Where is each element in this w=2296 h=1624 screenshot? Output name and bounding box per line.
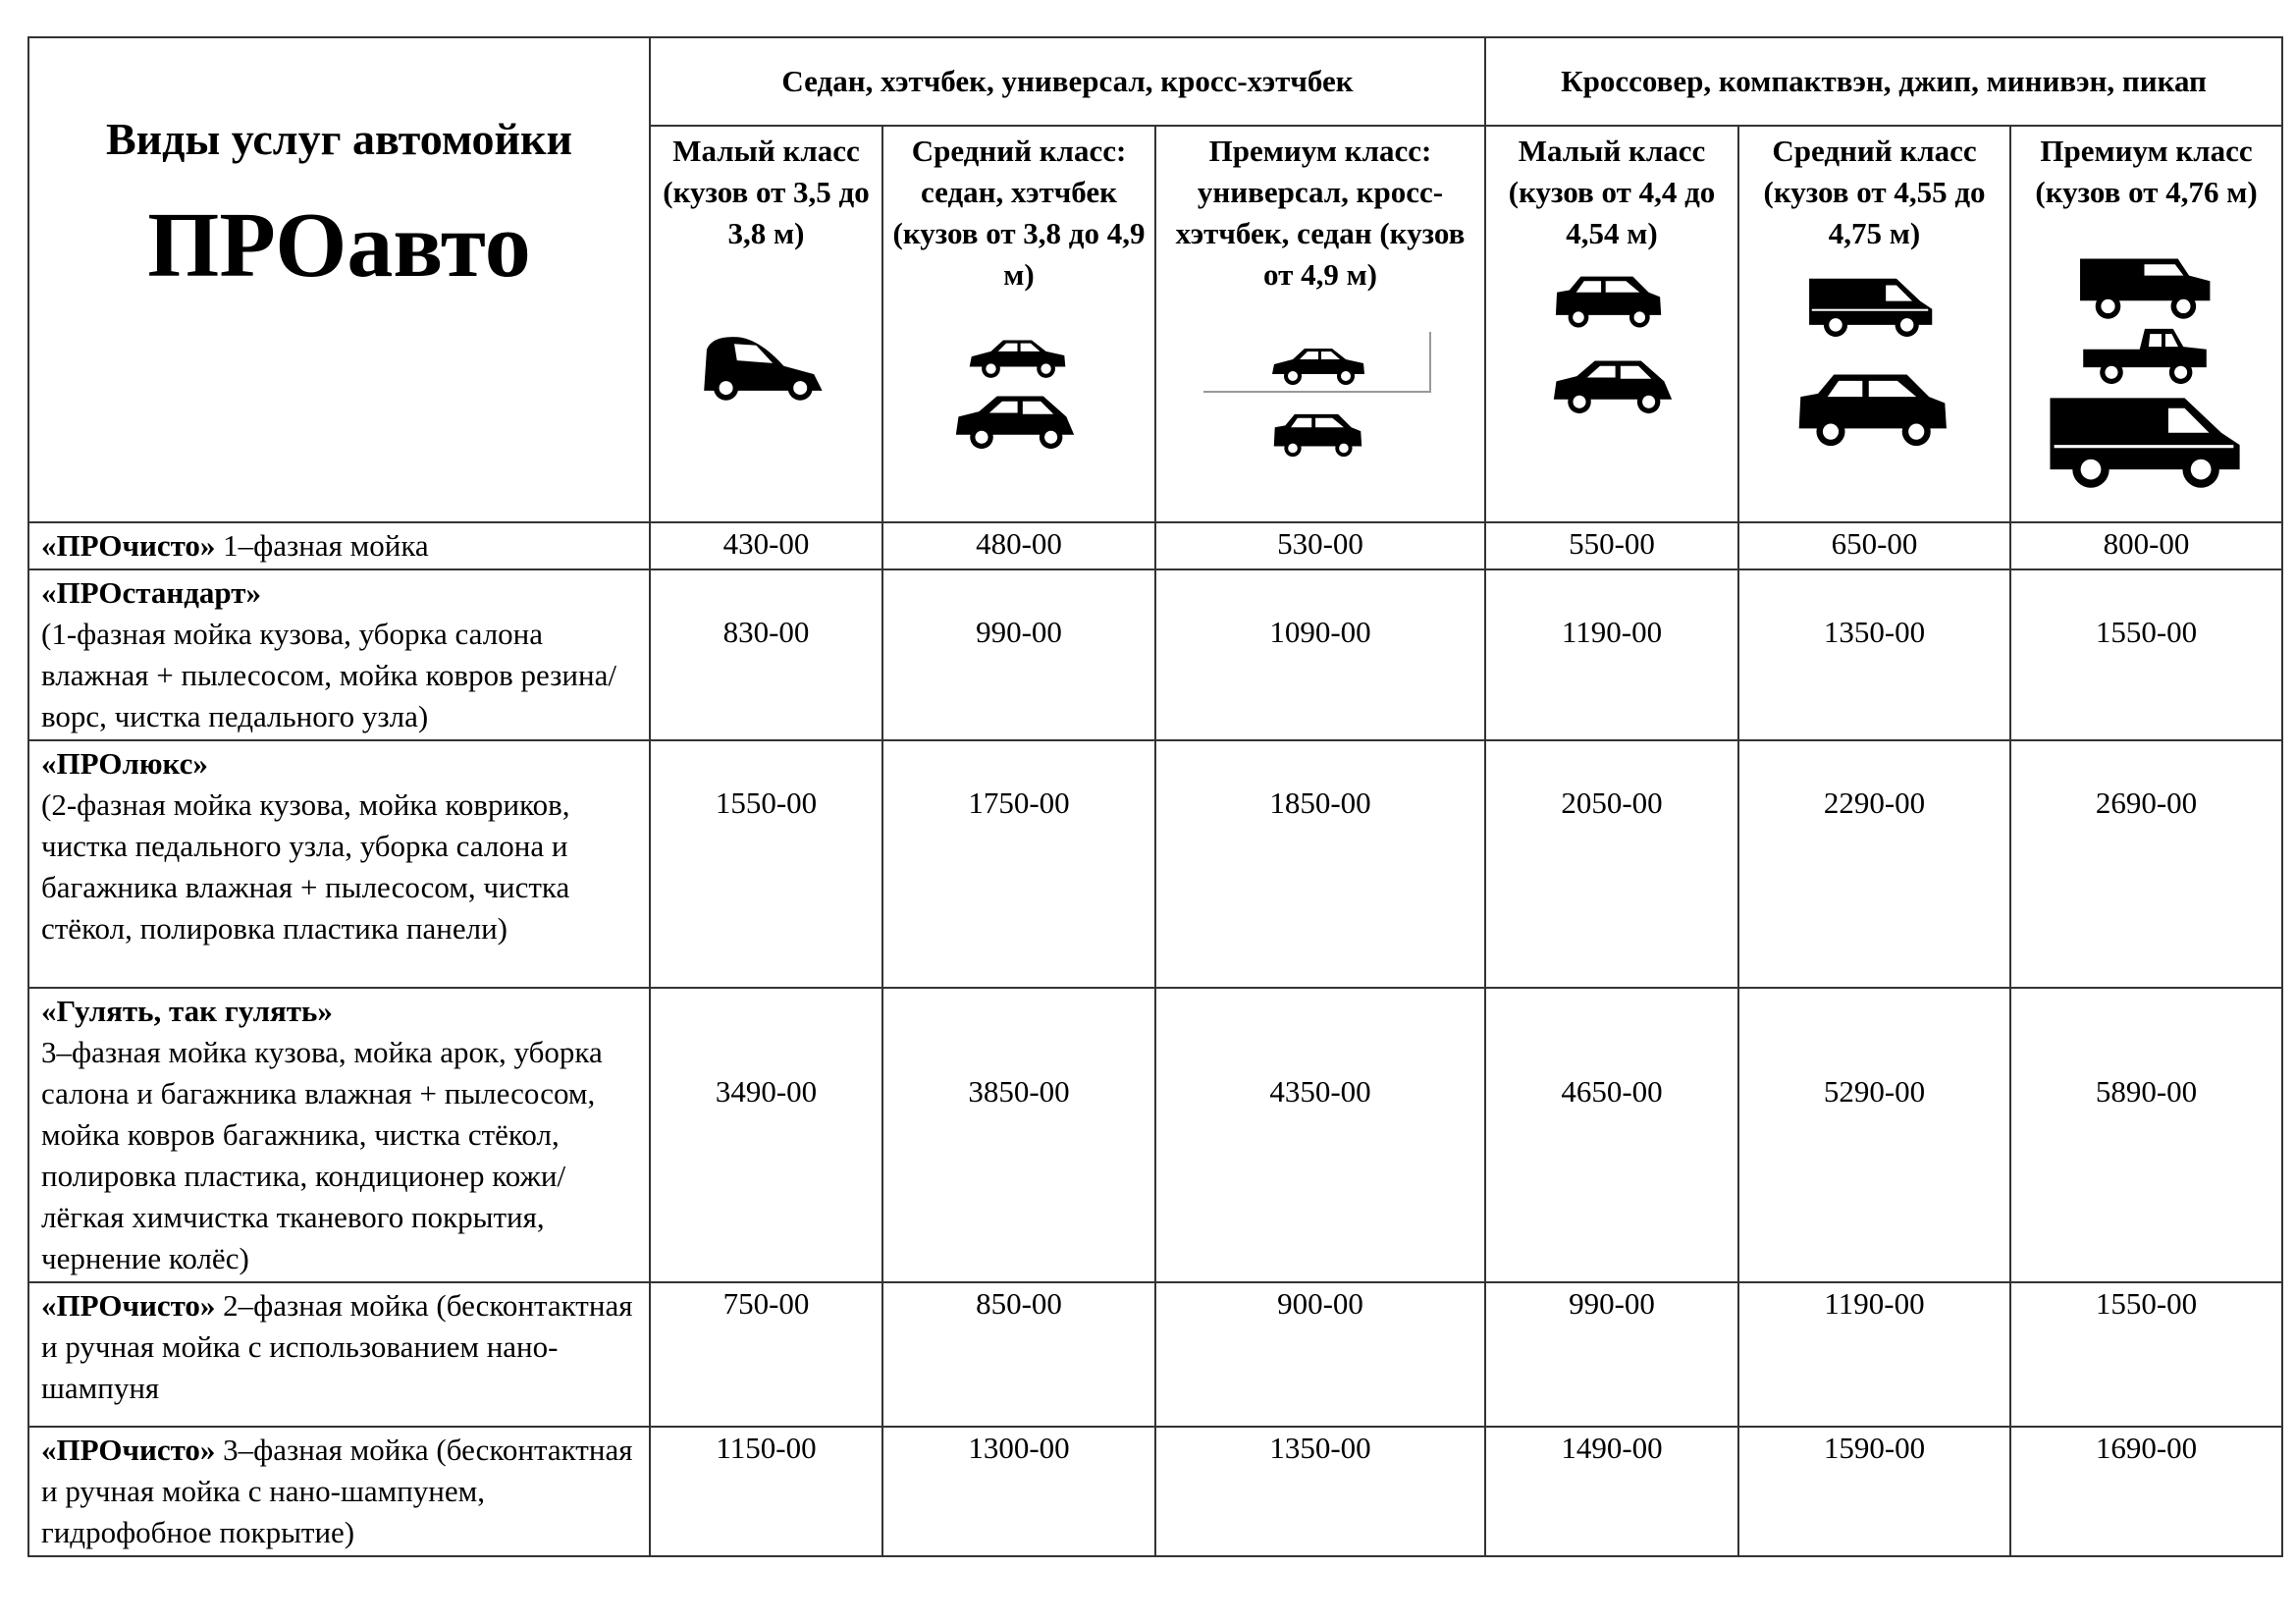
small-car-icon — [693, 322, 830, 415]
crossover-car-icon — [1537, 272, 1679, 331]
page-title: Виды услуг автомойки — [105, 114, 573, 164]
service-name: «ПРОчисто» — [41, 1288, 216, 1323]
service-name: «ПРОстандарт» — [41, 575, 261, 610]
price-cell: 1090-00 — [1155, 569, 1485, 740]
price-cell: 1690-00 — [2010, 1427, 2282, 1556]
price-cell: 1300-00 — [882, 1427, 1155, 1556]
service-cell — [28, 740, 650, 988]
service-name: «ПРОчисто» — [41, 528, 216, 563]
price-cell: 3490-00 — [650, 988, 882, 1282]
price-cell: 550-00 — [1485, 522, 1738, 569]
price-cell: 1350-00 — [1738, 569, 2010, 740]
table-row — [28, 988, 2282, 1282]
minivan-icon — [1789, 272, 1951, 341]
group-header-crossover: Кроссовер, компактвэн, джип, минивэн, пикап — [1485, 37, 2282, 126]
table-row — [28, 1282, 2282, 1427]
service-cell — [28, 1427, 650, 1556]
price-cell: 1350-00 — [1155, 1427, 1485, 1556]
table-row — [28, 522, 2282, 569]
price-cell: 2290-00 — [1738, 740, 2010, 988]
wagon-car-icon — [1245, 410, 1390, 460]
service-cell — [28, 569, 650, 740]
price-cell: 830-00 — [650, 569, 882, 740]
service-cell — [28, 1282, 650, 1427]
price-cell: 1750-00 — [882, 740, 1155, 988]
price-cell: 1190-00 — [1485, 569, 1738, 740]
cargo-van-icon — [2041, 388, 2247, 494]
jeep-icon — [2054, 250, 2235, 323]
class-header: Средний класс (кузов от 4,55 до 4,75 м) — [1738, 126, 2010, 522]
price-cell: 1550-00 — [2010, 1282, 2282, 1427]
price-cell: 1550-00 — [2010, 569, 2282, 740]
price-cell: 2690-00 — [2010, 740, 2282, 988]
price-cell: 990-00 — [882, 569, 1155, 740]
class-header: Средний класс: седан, хэтчбек (кузов от 3,8 до 4,9 м) — [882, 126, 1155, 522]
table-row — [28, 1427, 2282, 1556]
service-desc: 2–фазная мойка (бесконтактная и ручная мойка с использованием нано-шампуня — [41, 1288, 633, 1405]
price-cell: 1190-00 — [1738, 1282, 2010, 1427]
premium-sedan-icon — [1230, 337, 1407, 388]
class-header: Малый класс (кузов от 3,5 до 3,8 м) — [650, 126, 882, 522]
price-cell: 1850-00 — [1155, 740, 1485, 988]
group-header-sedan: Седан, хэтчбек, универсал, кросс-хэтчбек — [650, 37, 1485, 126]
service-desc: 3–фазная мойка (бесконтактная и ручная мойка с нано-шампунем, гидрофобное покрытие) — [41, 1433, 633, 1549]
price-cell: 5290-00 — [1738, 988, 2010, 1282]
table-row — [28, 740, 2282, 988]
pickup-icon — [2036, 321, 2254, 388]
compact-car-icon — [1531, 351, 1694, 417]
price-cell: 1550-00 — [650, 740, 882, 988]
price-cell: 1590-00 — [1738, 1427, 2010, 1556]
class-header: Премиум класс (кузов от 4,76 м) — [2010, 126, 2282, 522]
price-cell: 900-00 — [1155, 1282, 1485, 1427]
price-cell: 2050-00 — [1485, 740, 1738, 988]
sedan-car-icon — [937, 328, 1097, 381]
price-cell: 3850-00 — [882, 988, 1155, 1282]
suv-icon — [1792, 368, 1951, 451]
service-name: «ПРОчисто» — [41, 1433, 216, 1467]
service-desc: (1-фазная мойка кузова, уборка салона влажная + пылесосом, мойка ковров резина/ворс, чистка педального узла) — [41, 617, 616, 733]
price-cell: 750-00 — [650, 1282, 882, 1427]
price-cell: 1490-00 — [1485, 1427, 1738, 1556]
price-cell: 480-00 — [882, 522, 1155, 569]
service-desc: 3–фазная мойка кузова, мойка арок, уборка салона и багажника влажная + пылесосом, мойка ковров багажника, чистка стёкол, полировка пластика, кондиционер кожи/лёгкая химчистка тканевого покрытия, чернение колёс) — [41, 1035, 603, 1275]
service-cell — [28, 522, 650, 569]
service-cell — [28, 988, 650, 1282]
price-cell: 850-00 — [882, 1282, 1155, 1427]
hatchback-car-icon — [934, 386, 1096, 453]
service-name: «Гулять, так гулять» — [41, 994, 333, 1028]
brand-name: ПРОавто — [147, 194, 531, 297]
price-cell: 4650-00 — [1485, 988, 1738, 1282]
price-cell: 530-00 — [1155, 522, 1485, 569]
price-cell: 4350-00 — [1155, 988, 1485, 1282]
price-cell: 5890-00 — [2010, 988, 2282, 1282]
price-cell: 650-00 — [1738, 522, 2010, 569]
table-row — [28, 569, 2282, 740]
price-cell: 800-00 — [2010, 522, 2282, 569]
price-cell: 1150-00 — [650, 1427, 882, 1556]
price-cell: 990-00 — [1485, 1282, 1738, 1427]
price-cell: 430-00 — [650, 522, 882, 569]
service-desc: (2-фазная мойка кузова, мойка ковриков, чистка педального узла, уборка салона и багажника влажная + пылесосом, чистка стёкол, полировка пластика панели) — [41, 787, 570, 946]
class-header: Малый класс (кузов от 4,4 до 4,54 м) — [1485, 126, 1738, 522]
service-desc: 1–фазная мойка — [215, 528, 429, 563]
price-table — [27, 36, 2283, 1557]
service-name: «ПРОлюкс» — [41, 746, 208, 781]
class-header: Премиум класс: универсал, кросс-хэтчбек, седан (кузов от 4,9 м) — [1155, 126, 1485, 522]
title-cell — [28, 37, 650, 522]
